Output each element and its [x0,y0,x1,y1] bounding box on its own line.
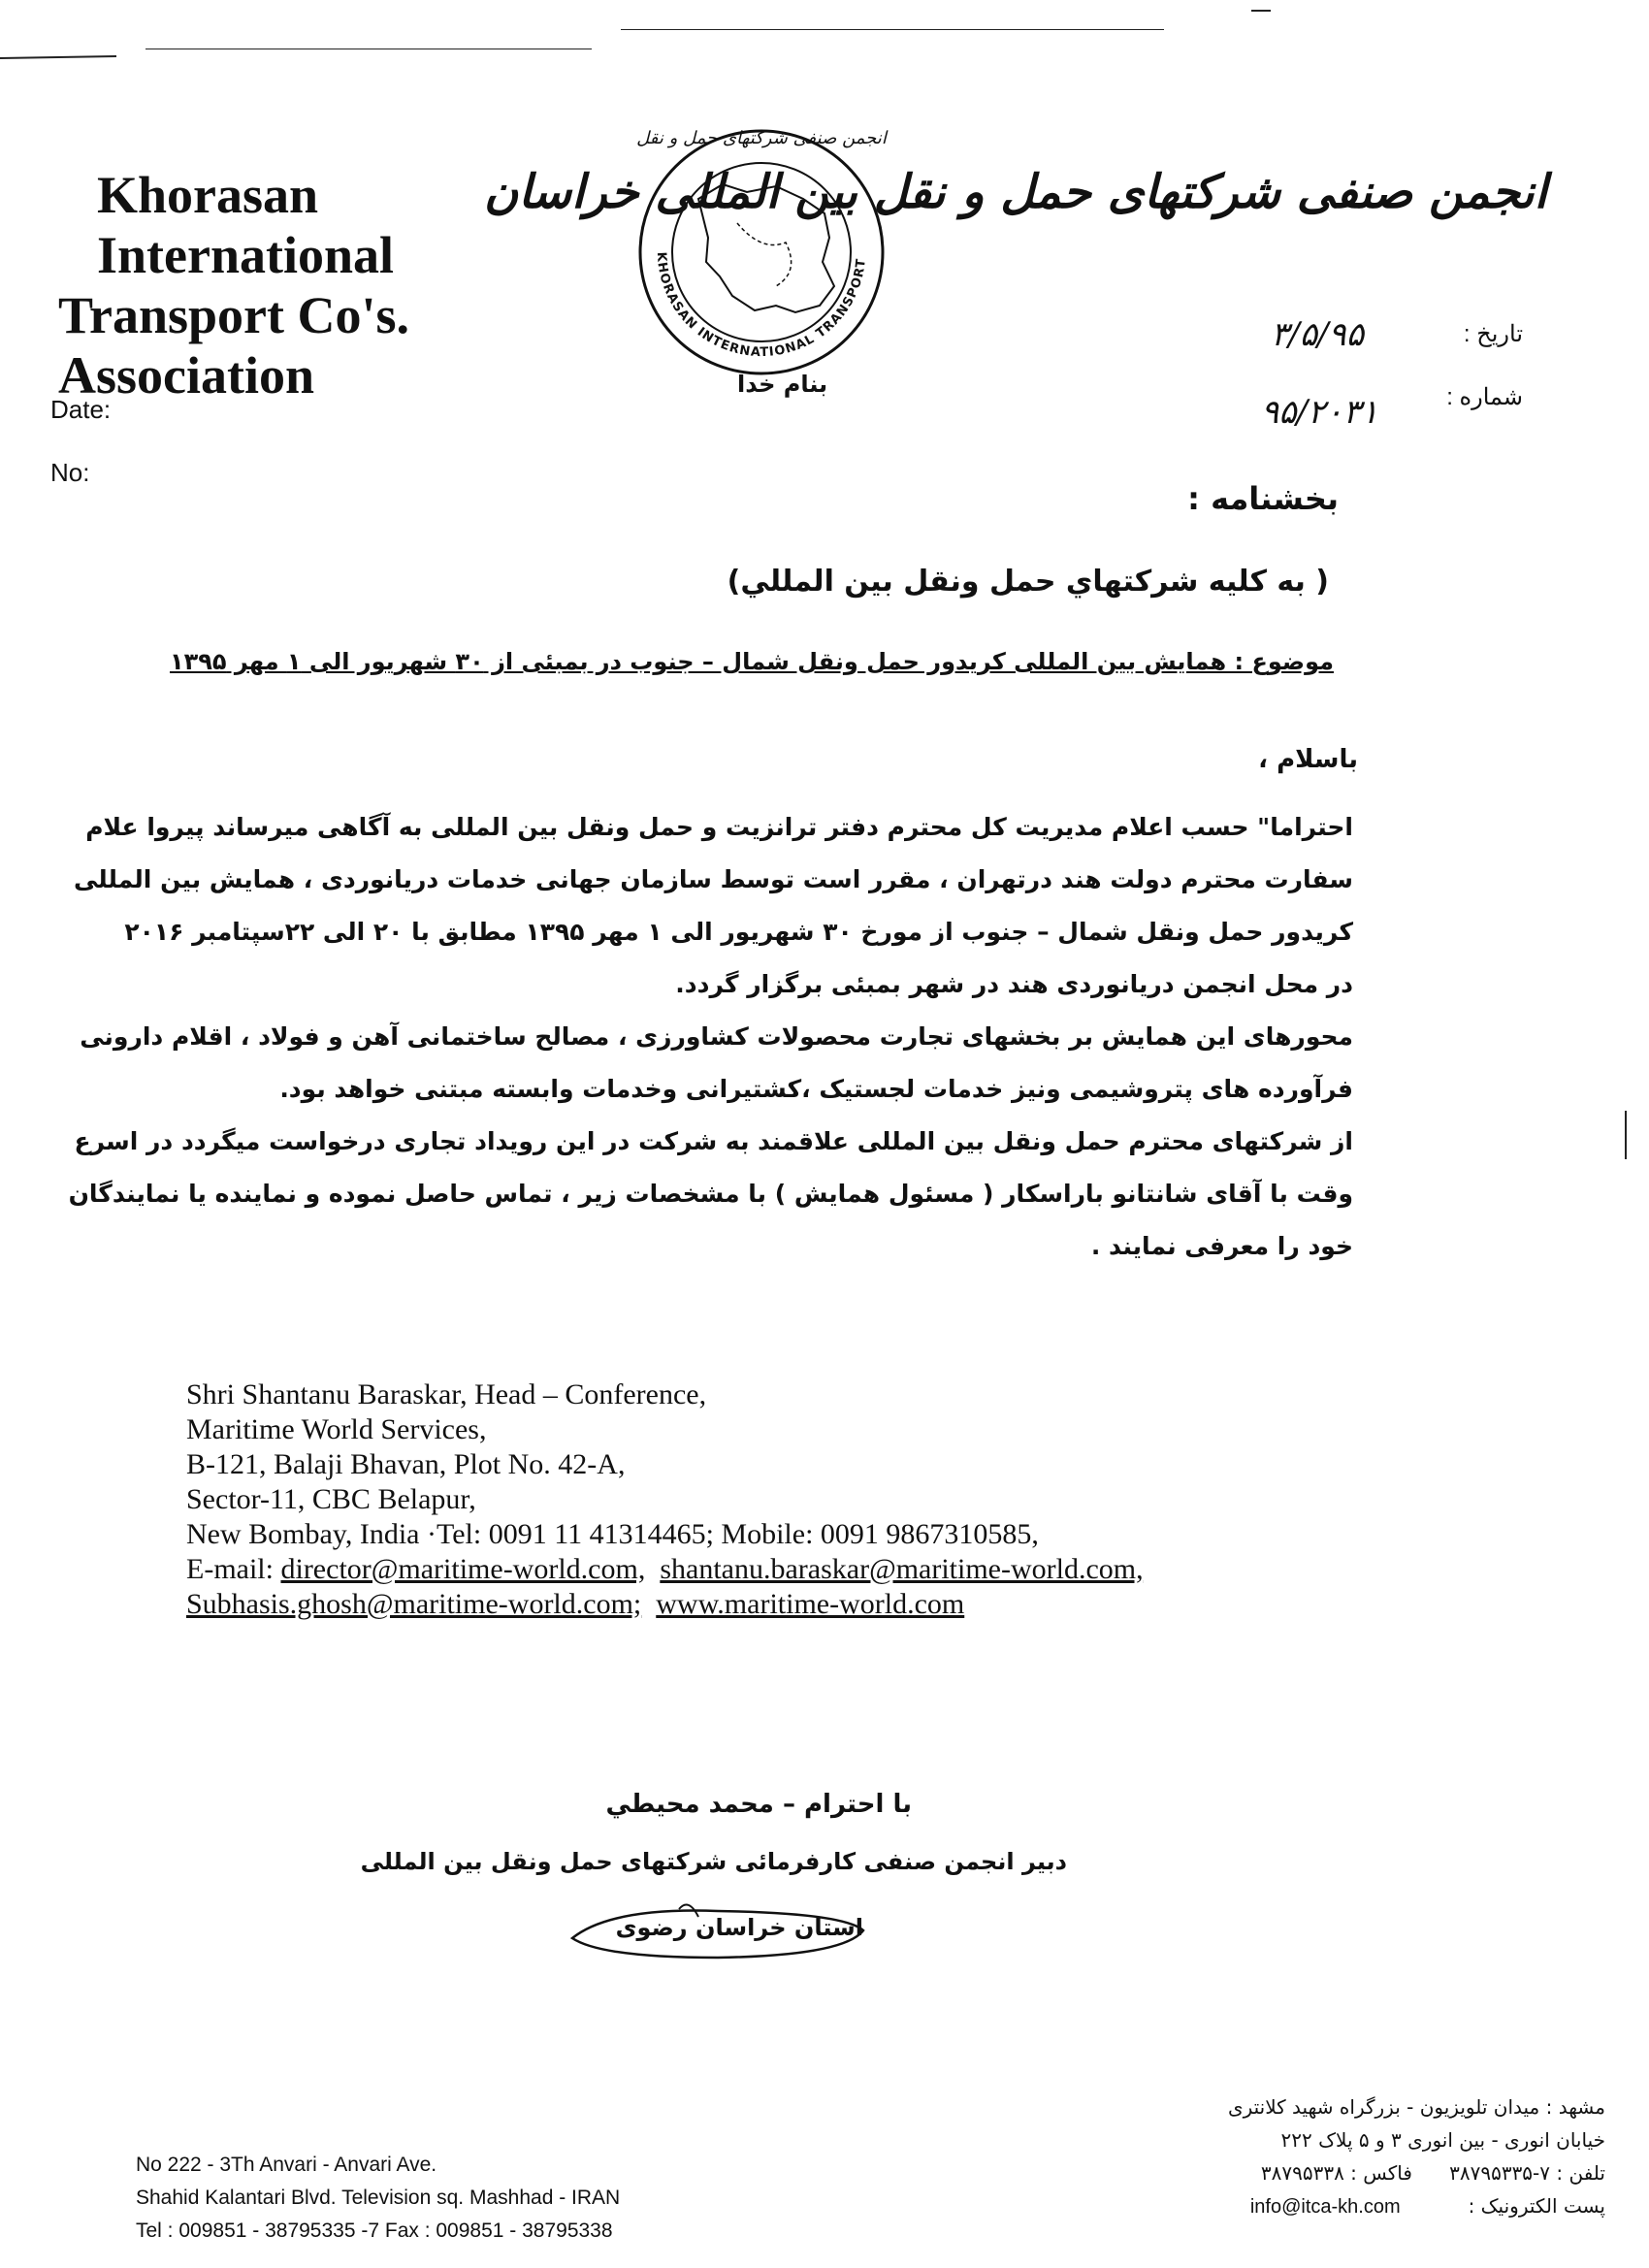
org-name-en-line1: Khorasan International [97,166,395,285]
contact-line: Maritime World Services, [186,1413,487,1445]
email-line-2 [186,1587,1350,1622]
date-label-fa: تاریخ : [1463,321,1523,347]
contact-block [186,1377,1350,1622]
org-name-en-line2: Transport Co's. Association [58,286,410,405]
footer-address-en [136,2149,815,2248]
closing: با احترام – محمد محیطي [605,1790,912,1819]
footer-address-fa [1101,2090,1605,2223]
letter-body [68,801,1353,1273]
org-name-fa: انجمن صنفی شرکتهای حمل و نقل بین المللی خراسان [484,165,1547,219]
number-value: ۹۵/۲۰۳۱ [1261,393,1379,432]
email-link-director[interactable]: director@maritime-world.com, [280,1553,646,1585]
scan-line [1625,1111,1627,1159]
signer-title-2: استان خراسان رضوی [615,1914,863,1941]
scan-line [621,29,1164,30]
contact-line: Shri Shantanu Baraskar, Head – Conference, [186,1378,707,1410]
seal-text-fa: انجمن صنفی شرکتهای حمل و نقل [636,128,887,148]
footer-fa-line [1101,2156,1605,2189]
body-line: محورهای این همایش بر بخشهای تجارت محصولات کشاورزی ، مصالح ساختمانی آهن و فولاد ، اقلام دارونی [80,1022,1353,1051]
body-line: احتراما" حسب اعلام مدیریت کل محترم دفتر ترانزیت و حمل ونقل بین المللی به آگاهی میرساند پیروا علام [85,813,1353,841]
footer-email-label: پست الکترونیک : [1468,2194,1605,2218]
footer-tel: تلفن : ۷-۳۸۷۹۵۳۳۵ [1449,2161,1605,2185]
scan-line [1251,10,1271,12]
contact-line: New Bombay, India ·Tel: 0091 11 41314465; Mobile: 0091 9867310585, [186,1518,1039,1550]
body-line: خود را معرفی نمایند . [1090,1232,1353,1260]
email-line [186,1552,1350,1587]
footer-fa-line: خیابان انوری - بین انوری ۳ و ۵ پلاک ۲۲۲ [1280,2128,1605,2152]
footer-en-line: Shahid Kalantari Blvd. Television sq. Mashhad - IRAN [136,2187,621,2209]
footer-fa-line [1101,2189,1605,2223]
association-seal [630,107,892,398]
email-link-shantanu[interactable]: shantanu.baraskar@maritime-world.com, [660,1553,1144,1585]
date-label-en: Date: [50,395,112,424]
signer-title-1: دبیر انجمن صنفی کارفرمائی شرکتهای حمل ونقل بین المللی [360,1848,1067,1875]
body-line: از شرکتهای محترم حمل ونقل بین المللی علاقمند به شرکت در این رویداد تجاری درخواست میگردد در اسرع [74,1127,1353,1155]
footer-fax: فاکس : ۳۸۷۹۵۳۳۸ [1260,2161,1412,2185]
subject: موضوع : همایش بین المللی کریدور حمل ونقل شمال – جنوب در بمبئی از ۳۰ شهریور الی ۱ مهر ۱۳۹۵ [169,648,1334,675]
footer-en-line: No 222 - 3Th Anvari - Anvari Ave. [136,2154,437,2176]
email-label: E-mail: [186,1553,274,1585]
body-line: در محل انجمن دریانوردی هند در شهر بمبئی برگزار گردد. [675,970,1353,998]
footer-en-line: Tel : 009851 - 38795335 -7 Fax : 009851 - 38795338 [136,2219,613,2242]
number-label-fa: شماره : [1446,384,1523,410]
date-value: ۳/۵/۹۵ [1271,315,1364,354]
website-link[interactable]: www.maritime-world.com [656,1588,965,1620]
body-line: کریدور حمل ونقل شمال – جنوب از مورخ ۳۰ شهریور الی ۱ مهر ۱۳۹۵ مطابق با ۲۰ الی ۲۲سپتامبر ۲۰۱۶ [124,918,1353,946]
footer-email-link[interactable]: info@itca-kh.com [1249,2196,1401,2218]
bismillah: بنام خدا [737,371,828,398]
body-line: وقت با آقای شانتانو باراسکار ( مسئول همایش ) با مشخصات زیر ، تماس حاصل نموده و نماینده یا نمایندگان [68,1180,1353,1208]
scan-line [0,55,116,59]
greeting: باسلام ، [1258,745,1358,774]
contact-line: Sector-11, CBC Belapur, [186,1483,476,1515]
circular-title: بخشنامه : [1187,480,1339,517]
contact-line: B-121, Balaji Bhavan, Plot No. 42-A, [186,1448,626,1480]
body-line: سفارت محترم دولت هند درتهران ، مقرر است توسط سازمان جهانی خدمات دریانوردی ، همایش بین المللی [73,865,1353,893]
no-label-en: No: [50,458,90,487]
seal-text: KHORASAN INTERNATIONAL TRANSPORT [653,251,869,361]
email-link-subhasis[interactable]: Subhasis.ghosh@maritime-world.com; [186,1588,642,1620]
footer-fa-line: مشهد : میدان تلویزیون - بزرگراه شهید کلانتری [1227,2095,1605,2119]
recipients: ( به کلیه شرکتهاي حمل ونقل بین المللي) [727,565,1329,599]
seal-emblem-icon [630,107,892,398]
body-line: فرآورده های پتروشیمی ونیز خدمات لجستیک ،کشتیرانی وخدمات وابسته مبتنی خواهد بود. [279,1075,1353,1103]
